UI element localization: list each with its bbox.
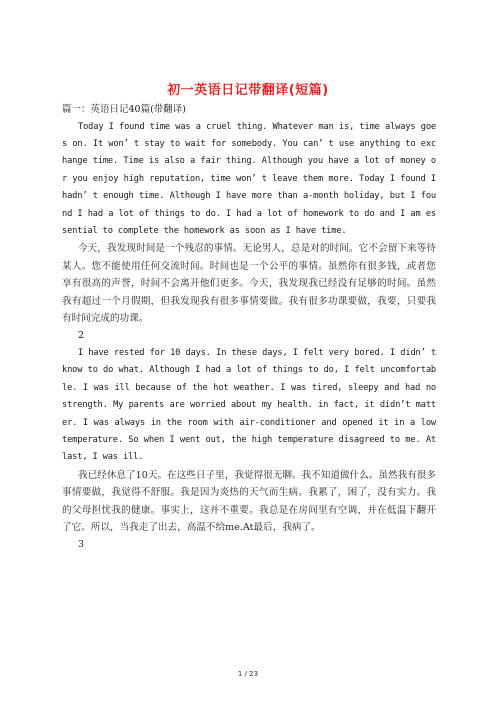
section-heading: 篇一：英语日记40篇(带翻译) — [62, 104, 187, 115]
document-body — [62, 101, 436, 554]
page-number: 1 / 23 — [237, 670, 259, 678]
entry-1-chinese: 今天，我发现时间是一个残忍的事情。无论男人，总是对的时间。它不会留下来等待某人。您不能使用任何交流时间。时间也是一个公平的事情。虽然你有很多钱，或者您享有很高的声誉，时间不会离开他们更多。今天，我发现我已经没有足够的时间。虽然我有超过一个月假期，但我发现我有很多事情要做。我有很多功课要做，我要，只要我有时间完成的功课。 — [62, 243, 436, 324]
entry-3-number: 3 — [78, 539, 85, 551]
entry-2-chinese: 我已经休息了10天。在这些日子里，我觉得很无聊。我不知道做什么。虽然我有很多事情要做，我觉得不舒服。我是因为炎热的天气而生病。我累了，困了，没有实力。我的父母担忧我的健康。事实上，这并不重要。我总是在房间里有空调，并在低温下翻开了它。所以，当我走了出去，高温不给me.At最后，我病了。 — [62, 469, 436, 533]
entry-2-number: 2 — [78, 330, 85, 342]
entry-2-english: I have rested for 10 days. In these days, I felt very bored. I didn’ t know to do what. Although I had a lot of things to do, I felt uncomfortable. I was ill because of the hot weather. I was tired, sleepy and had no strength. My parents are worried about my health. in fact, it didn’t matter. I was always in the room with air-conditioner and opened it in a low temperature. So when I went out, the high temperature disagreed to me. At last, I was ill. — [62, 347, 436, 463]
entry-1-english: Today I found time was a cruel thing. Whatever man is, time always goes on. It won’ t stay to wait for somebody. You can’ t use anything to exchange time. Time is also a fair thing. Although you have a lot of money or you enjoy high reputation, time won’ t leave them more. Today I found I hadn’ t enough time. Although I have more than a-month holiday, but I found I had a lot of things to do. I had a lot of homework to do and I am essential to complete the homework as soon as I have time. — [62, 121, 436, 236]
document-title: 初一英语日记带翻译(短篇) — [167, 83, 329, 98]
